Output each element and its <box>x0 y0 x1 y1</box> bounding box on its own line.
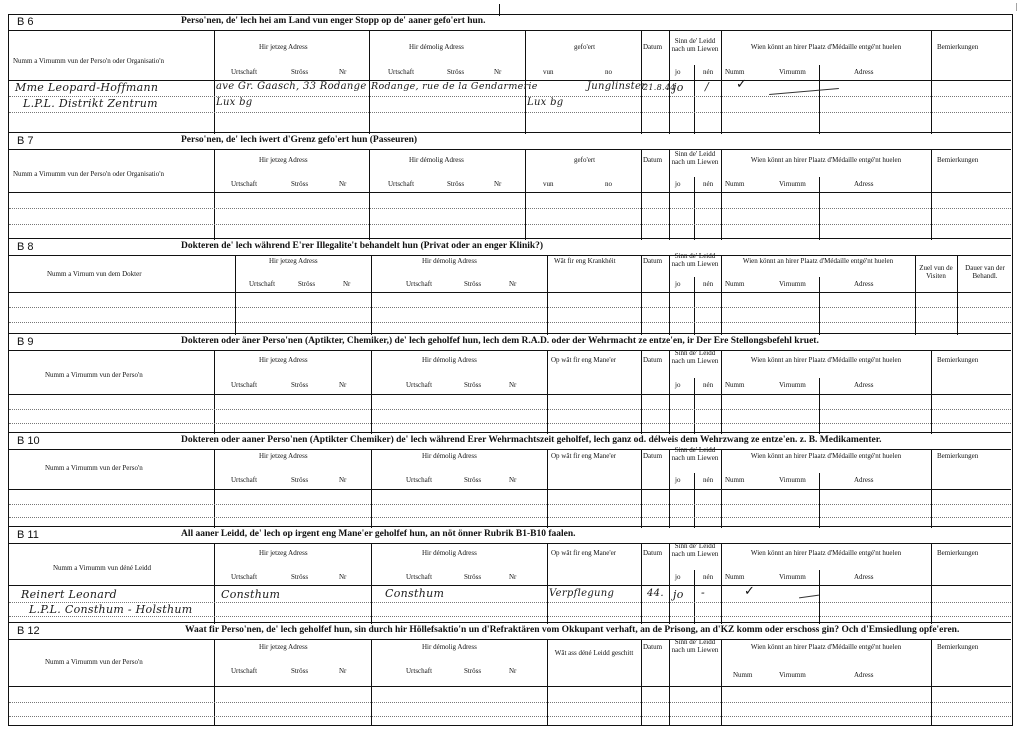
how-header: Op wât fir eng Mane'er <box>551 356 617 364</box>
section-title: Perso'nen, de' lech iwert d'Grenz gefo'ert hun (Passeuren) <box>181 135 418 145</box>
section-title: Dokteren de' lech während E'rer Illegalite't behandelt hun (Privat oder an enger Klinik?) <box>181 241 544 251</box>
handwritten-organization: L.P.L. Consthum - Holsthum <box>29 603 193 616</box>
section-title: Dokteren oder äner Perso'nen (Aptikter, Chemiker,) de' lech geholfef hun, lech dem R.A.D. oder der Wehrmacht ze entze'en, ir Der Ere Stellongsbefehl kruet. <box>181 336 819 346</box>
check-mark: ✓ <box>736 77 747 92</box>
handwritten-date: 44. <box>647 588 664 599</box>
remarks-header: Bemierkungen <box>937 43 979 51</box>
section-b10: B 10 Dokteren oder aaner Perso'nen (Aptikter Chemiker) de' lech während Erer Wehrmachtszeit geholfef, lech ganz od. délweis dem Wehrzwang ze entze'en. z. B. Medikamenter. Numm a Virnumm vun der Perso'n Hir jetzeg Adress Urtschaft Ströss Nr Hir démolig Adress Urtschaft Ströss Nr Op wât fir eng Mane'er Datum Sinn de' Leidd nach um Liewen jo nén Wien könnt an hirer Plaatz d'Médaille entgé'nt huelen Numm Virnumm Adress Bemierkungen <box>9 434 1011 528</box>
handwritten-name: Mme Leopard-Hoffmann <box>15 81 159 94</box>
section-b12: B 12 Waat fir Perso'nen, de' lech geholfef hun, sin durch hir Höllefsaktio'n un d'Refraktären vom Okkupant verhaft, an de Prisong, an d'KZ komm oder erschoss gin? Och d'Emsiedlung opfe'eren. Numm a Virnumm vun der Perso'n Hir jetzeg Adress Urtschaft Ströss Nr Hir démolig Adress Urtschaft Ströss Nr Wât ass déné Leidd geschitt Datum Sinn de' Leidd nach um Liewen Wien könnt an hirer Plaatz d'Médaille entgé'nt huelen Numm Virnumm Adress Bemierkungen <box>9 624 1011 725</box>
doctor-name-header: Numm a Virnum vun dem Dokter <box>47 270 142 278</box>
handwritten-organization: L.P.L. Distrikt Zentrum <box>23 97 158 110</box>
handwritten-current-address: ave Gr. Gaasch, 33 Rodange <box>216 81 367 92</box>
name-column-header: Numm a Virnumm vun der Perso'n oder Organisatio'n <box>13 57 164 65</box>
handwritten-former-address: Rodange, rue de la Gendarmerie <box>371 81 538 92</box>
handwritten-how: Verpflegung <box>549 588 615 599</box>
alive-header: Sinn de' Leidd nach um Liewen <box>671 37 719 53</box>
section-title: Waat fir Perso'nen, de' lech geholfef hun, sin durch hir Höllefsaktio'n un d'Refraktären vom Okkupant verhaft, an de Prisong, an d'KZ komm oder erschoss gin? Och d'Emsiedlung opfe'eren. <box>185 625 960 635</box>
section-code: B 10 <box>17 435 40 447</box>
handwritten-from-place: Lux bg <box>527 97 564 108</box>
handwritten-current-address-line2: Lux bg <box>216 97 253 108</box>
check-mark: ✓ <box>744 584 755 599</box>
people-name-header: Numm a Virnumm vun déné Leidd <box>53 564 152 572</box>
handwritten-to-place: Junglinster <box>587 81 647 92</box>
handwritten-dash <box>799 595 819 599</box>
treatment-duration-header: Dauer van der Behandl. <box>965 264 1005 280</box>
person-name-header: Numm a Virnumm vun der Perso'n <box>45 371 143 379</box>
handwritten-dash <box>769 88 839 95</box>
handwritten-alive-yes: jo <box>673 81 684 94</box>
date-header: Datum <box>643 43 663 51</box>
handwritten-date: 21.8.44 <box>643 83 676 92</box>
edge-mark: | <box>1016 2 1018 11</box>
section-code: B 11 <box>17 529 39 541</box>
section-code: B 7 <box>17 135 34 147</box>
what-happened-header: Wât ass déné Leidd geschitt <box>554 649 634 657</box>
medal-recipient-header: Wien könnt an hirer Plaatz d'Médaille entgé'nt huelen <box>750 43 902 51</box>
section-title: All aaner Leidd, de' lech op irgent eng Mane'er geholfef hun, an nöt önner Rubrik B1-B10 faalen. <box>181 529 576 539</box>
section-b7: B 7 Perso'nen, de' lech iwert d'Grenz gefo'ert hun (Passeuren) Numm a Virnumm vun der Perso'n oder Organisatio'n Hir jetzeg Adress Urtschaft Ströss Nr Hir démolig Adress Urtschaft Ströss Nr gefo'ert vun no Datum Sinn de' Leidd nach um Liewen jo nén Wien könnt an hirer Plaatz d'Médaille entgé'nt huelen Numm Virnumm Adress Bemierkungen <box>9 134 1011 240</box>
transported-header: gefo'ert <box>574 43 596 51</box>
section-b8: B 8 Dokteren de' lech während E'rer Illegalite't behandelt hun (Privat oder an enger Klinik?) Numm a Virnum vun dem Dokter Hir jetzeg Adress Urtschaft Ströss Nr Hir démolig Adress Urtschaft Ströss Nr Wât fir eng Krankhéit Datum Sinn de' Leidd nach um Liewen jo nén Wien könnt an hirer Plaatz d'Médaille entgé'nt huelen Numm Virnumm Adress Zuel vun de Visiten Dauer van der Behandl. <box>9 240 1011 335</box>
section-b9: B 9 Dokteren oder äner Perso'nen (Aptikter, Chemiker,) de' lech geholfef hun, lech dem R.A.D. oder der Wehrmacht ze entze'en, ir Der Ere Stellongsbefehl kruet. Numm a Virnumm vun der Perso'n Hir jetzeg Adress Urtschaft Ströss Nr Hir démolig Adress Urtschaft Ströss Nr Op wât fir eng Mane'er Datum Sinn de' Leidd nach um Liewen jo nén Wien könnt an hirer Plaatz d'Médaille entgé'nt huelen Numm Virnumm Adress Bemierkungen <box>9 335 1011 434</box>
section-code: B 12 <box>17 625 40 637</box>
handwritten-former-address: Consthum <box>385 587 445 600</box>
handwritten-alive-no: - <box>701 586 706 599</box>
handwritten-alive-no: / <box>705 80 710 93</box>
handwritten-alive-yes: jo <box>673 588 684 601</box>
section-title: Perso'nen, de' lech hei am Land vun enger Stopp op de' aaner gefo'ert hun. <box>181 16 486 26</box>
section-code: B 8 <box>17 241 34 253</box>
section-b11: B 11 All aaner Leidd, de' lech op irgent eng Mane'er geholfef hun, an nöt önner Rubrik B1-B10 faalen. Numm a Virnumm vun déné Leidd Hir jetzeg Adress Urtschaft Ströss Nr Hir démolig Adress Urtschaft Ströss Nr Op wât fir eng Mane'er Datum Sinn de' Leidd nach um Liewen jo nén Wien könnt an hirer Plaatz d'Médaille entgé'nt huelen Numm Virnumm Adress Bemierkungen Reinert Leonard L.P.L. Consthum - Holsthum Consthum Consthum Verpflegung 44. jo - ✓ <box>9 528 1011 624</box>
current-address-header: Hir jetzeg Adress <box>259 43 308 51</box>
section-code: B 9 <box>17 336 34 348</box>
former-address-header: Hir démolig Adress <box>409 43 464 51</box>
illness-header: Wât fir eng Krankhéit <box>554 257 616 265</box>
section-title: Dokteren oder aaner Perso'nen (Aptikter Chemiker) de' lech während Erer Wehrmachtszeit geholfef, lech ganz od. délweis dem Wehrzwang ze entze'en. z. B. Medikamenter. <box>181 435 882 445</box>
handwritten-name: Reinert Leonard <box>21 588 117 601</box>
section-code: B 6 <box>17 16 34 28</box>
refractor-help-form <box>8 14 1013 726</box>
section-b6-header <box>9 15 1011 31</box>
section-b6: B 6 Perso'nen, de' lech hei am Land vun enger Stopp op de' aaner gefo'ert hun. Numm a Virnumm vun der Perso'n oder Organisatio'n Hir jetzeg Adress Urtschaft Ströss Nr Hir démolig Adress Urtschaft Ströss Nr gefo'ert vun no Datum Sinn de' Leidd nach um Liewen jo nén Wien könnt an hirer Plaatz d'Médaille entgé'nt huelen Numm Virnumm Adress Bemierkungen Mme Leopard-Hoffmann L.P.L. Distrikt Zentrum ave Gr. Gaasch, 33 Rodange Lux bg Rodange, rue de la Gendarmerie Lux bg Junglinster 21.8.44 jo / ✓ <box>9 15 1011 134</box>
handwritten-current-address: Consthum <box>221 588 281 601</box>
visits-count-header: Zuel vun de Visiten <box>919 264 953 280</box>
